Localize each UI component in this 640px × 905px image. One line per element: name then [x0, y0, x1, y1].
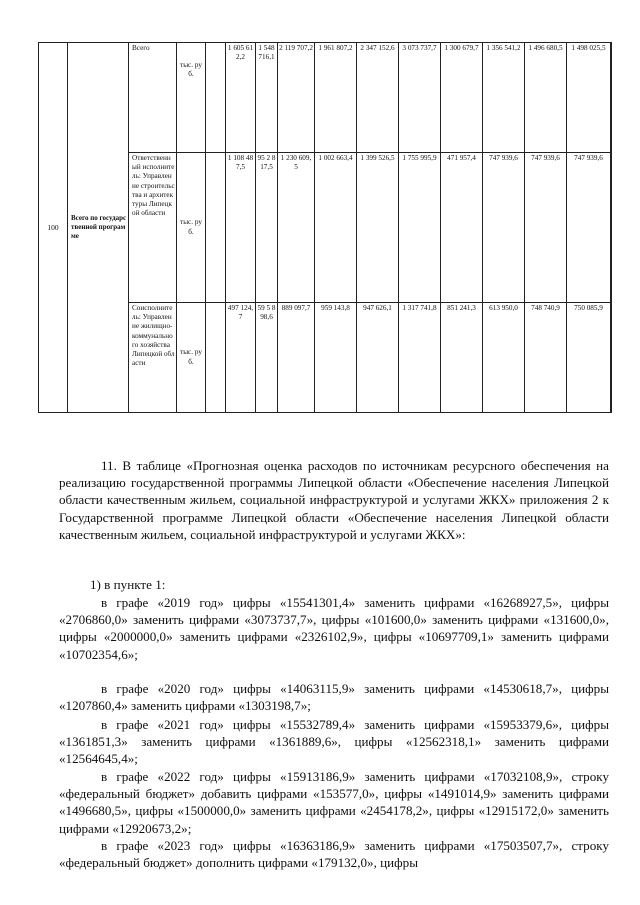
value-cell: 1 548 716,1: [256, 43, 278, 153]
budget-table: [38, 42, 612, 413]
program-label: Всего по государственной программе: [68, 43, 129, 413]
value-cell: 497 124,7: [226, 303, 256, 413]
executor-cell: Ответственный исполнитель: Управление строительства и архитектуры Липецкой области: [129, 153, 177, 303]
value-cell: 1 498 025,5: [567, 43, 611, 153]
paragraph-2023: в графе «2023 год» цифры «16363186,9» заменить цифрами «17503507,7», строку «федеральный бюджет» дополнить цифрами «179132,0», цифры: [59, 838, 609, 871]
value-cell: 2 119 707,2: [278, 43, 315, 153]
value-cell: 1 605 612,2: [226, 43, 256, 153]
value-cell: [206, 153, 226, 303]
value-cell: 1 961 807,2: [315, 43, 357, 153]
value-cell: 747 939,6: [567, 153, 611, 303]
value-cell: 1 399 526,5: [357, 153, 399, 303]
value-cell: 959 143,8: [315, 303, 357, 413]
unit-cell: тыс. руб.: [177, 303, 206, 413]
value-cell: 1 755 995,9: [399, 153, 441, 303]
value-cell: 747 939,6: [483, 153, 525, 303]
value-cell: 471 957,4: [441, 153, 483, 303]
value-cell: [611, 153, 612, 303]
value-cell: 1 108 487,5: [226, 153, 256, 303]
value-cell: 851 241,3: [441, 303, 483, 413]
value-cell: [206, 43, 226, 153]
value-cell: 1 230 609,5: [278, 153, 315, 303]
value-cell: 2 347 152,6: [357, 43, 399, 153]
value-cell: [611, 303, 612, 413]
paragraph-2019: в графе «2019 год» цифры «15541301,4» заменить цифрами «16268927,5», цифры «2706860,0» заменить цифрами «3073737,7», цифры «101600,0» заменить цифрами «131600,0», цифры «2000000,0» заменить цифрами «2326102,9», цифры «10697709,1» заменить цифрами «10702354,6»;: [59, 595, 609, 662]
value-cell: 3 073 737,7: [399, 43, 441, 153]
paragraph-2022: в графе «2022 год» цифры «15913186,9» заменить цифрами «17032108,9», строку «федеральный бюджет» добавить цифрами «153577,0», цифры «1491014,9» заменить цифрами «1496680,5», цифры «1500000,0» заменить цифрами «2454178,2», цифры «12915172,0» заменить цифрами «12920673,2»;: [59, 769, 609, 836]
point-heading: 1) в пункте 1:: [90, 577, 166, 592]
paragraph-2021: в графе «2021 год» цифры «15532789,4» заменить цифрами «15953379,6», цифры «1361851,3» заменить цифрами «1361889,6», цифры «12562318,1» заменить цифрами «12564645,4»;: [59, 717, 609, 767]
value-cell: 1 356 541,2: [483, 43, 525, 153]
value-cell: 59 5 898,6: [256, 303, 278, 413]
value-cell: 750 085,9: [567, 303, 611, 413]
value-cell: 747 939,6: [525, 153, 567, 303]
table-row: [39, 43, 612, 153]
value-cell: 1 300 679,7: [441, 43, 483, 153]
value-cell: 613 950,0: [483, 303, 525, 413]
row-number: 100: [39, 43, 68, 413]
executor-cell: Соисполнитель: Управление жилищно-коммунального хозяйства Липецкой области: [129, 303, 177, 413]
executor-cell: Всего: [129, 43, 177, 153]
value-cell: 748 740,9: [525, 303, 567, 413]
value-cell: 95 2 817,5: [256, 153, 278, 303]
unit-cell: тыс. руб.: [177, 43, 206, 153]
intro-paragraph: 11. В таблице «Прогнозная оценка расходов по источникам ресурсного обеспечения на реализацию государственной программы Липецкой области «Обеспечение населения Липецкой области качественным жильем, социальной инфраструктурой и услугами ЖКХ» приложения 2 к Государственной программе Липецкой области «Обеспечение населения Липецкой области качественным жильем, социальной инфраструктурой и услугами ЖКХ»:: [59, 458, 609, 542]
value-cell: 1 496 680,5: [525, 43, 567, 153]
value-cell: [206, 303, 226, 413]
unit-cell: тыс. руб.: [177, 153, 206, 303]
value-cell: 889 097,7: [278, 303, 315, 413]
paragraph-2020: в графе «2020 год» цифры «14063115,9» заменить цифрами «14530618,7», цифры «1207860,4» заменить цифрами «1303198,7»;: [59, 681, 609, 714]
value-cell: 947 626,1: [357, 303, 399, 413]
value-cell: [611, 43, 612, 153]
value-cell: 1 317 741,8: [399, 303, 441, 413]
value-cell: 1 002 663,4: [315, 153, 357, 303]
